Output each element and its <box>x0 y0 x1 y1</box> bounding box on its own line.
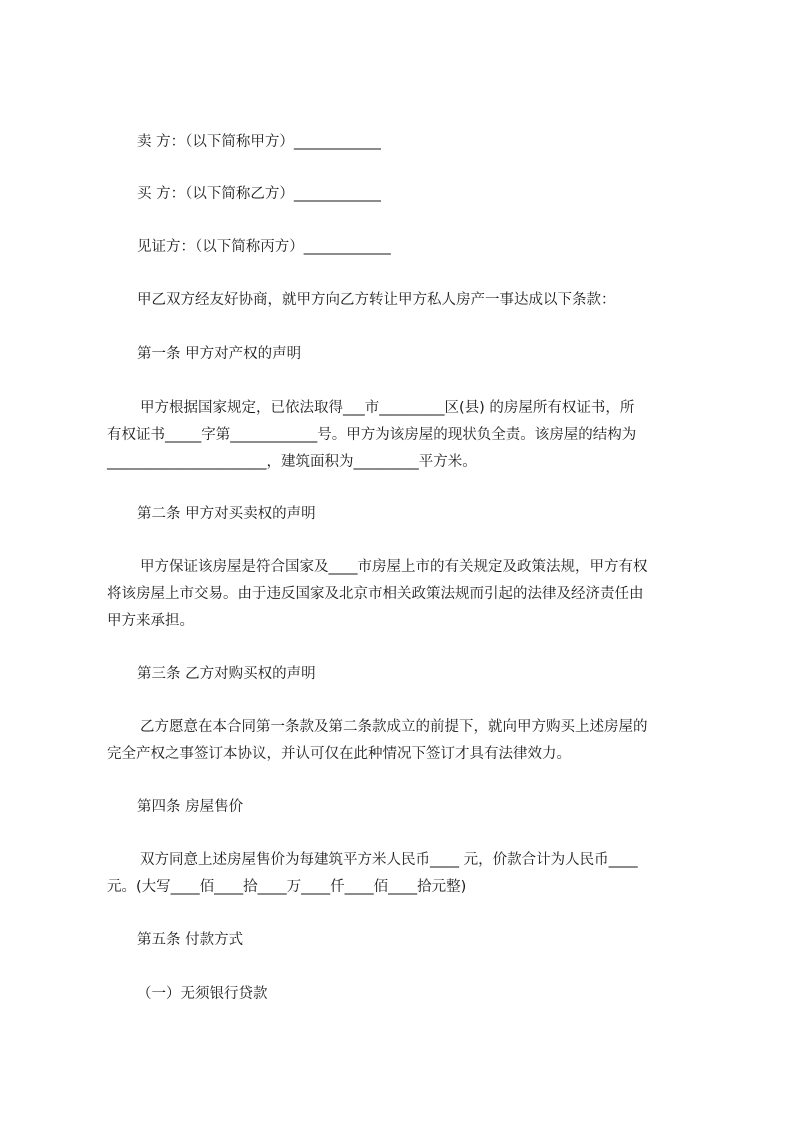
article-4-line-1: 双方同意上述房屋售价为每建筑平方米人民币____ 元，价款合计为人民币____ <box>140 852 638 868</box>
witness-line: 见证方：（以下简称丙方）____________ <box>137 239 391 255</box>
intro-paragraph: 甲乙双方经友好协商，就甲方向乙方转让甲方私人房产一事达成以下条款： <box>137 292 616 308</box>
seller-line: 卖 方：（以下简称甲方）____________ <box>137 134 381 150</box>
article-1-heading: 第一条 甲方对产权的声明 <box>137 346 302 362</box>
article-3-heading: 第三条 乙方对购买权的声明 <box>137 666 316 682</box>
article-5-sub-item-1: （一）无须银行贷款 <box>137 986 268 1002</box>
article-2-line-1: 甲方保证该房屋是符合国家及____市房屋上市的有关规定及政策法规，甲方有权 <box>140 559 648 575</box>
article-3-line-2: 完全产权之事签订本协议，并认可仅在此种情况下签订才具有法律效力。 <box>107 746 571 762</box>
article-2-line-3: 甲方来承担。 <box>107 613 194 629</box>
article-1-line-1: 甲方根据国家规定，已依法取得___市_________区(县) 的房屋所有权证书，所 <box>140 400 635 416</box>
article-2-line-2: 将该房屋上市交易。由于违反国家及北京市相关政策法规而引起的法律及经济责任由 <box>107 586 644 602</box>
article-5-heading: 第五条 付款方式 <box>137 932 244 948</box>
article-4-heading: 第四条 房屋售价 <box>137 799 244 815</box>
article-4-line-2: 元。(大写____佰____拾____万____仟____佰____拾元整) <box>107 879 467 895</box>
article-3-line-1: 乙方愿意在本合同第一条款及第二条款成立的前提下，就向甲方购买上述房屋的 <box>140 719 648 735</box>
buyer-line: 买 方：（以下简称乙方）____________ <box>137 186 381 202</box>
article-1-line-2: 有权证书_____字第____________号。甲方为该房屋的现状负全责。该房屋的结构为 <box>107 427 637 443</box>
article-2-heading: 第二条 甲方对买卖权的声明 <box>137 506 316 522</box>
article-1-line-3: ______________________，建筑面积为_________平方米。 <box>107 454 477 470</box>
